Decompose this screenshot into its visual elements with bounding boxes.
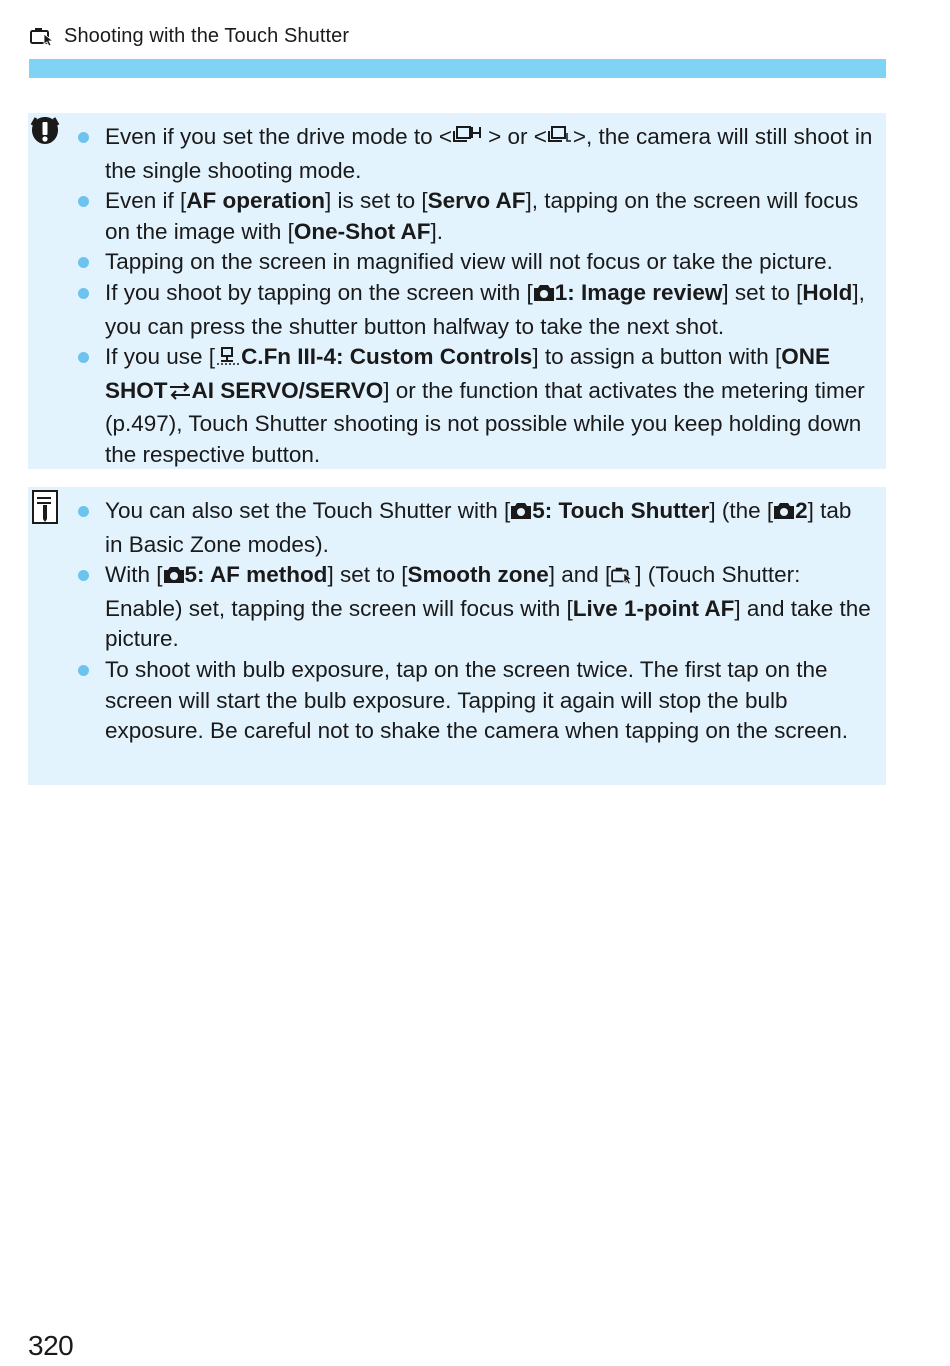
bold-term: 2 [795, 498, 808, 523]
bold-term: AF operation [186, 188, 326, 214]
text-run: If you shoot by tapping on the screen with [ [105, 279, 533, 305]
bullet-icon [78, 506, 89, 517]
text-run: Even if [ [105, 188, 187, 214]
text-run: With [ [105, 562, 163, 588]
bold-term: Live 1-point AF [572, 595, 735, 621]
camera-icon [163, 563, 185, 594]
bullet-icon [78, 257, 89, 268]
list-item [28, 122, 875, 186]
text-run: ] or the function that activates the metering timer (p.497), Touch Shutter shooting is not possible while you keep holding down the respective button. [105, 377, 865, 467]
touch-shutter-icon [611, 563, 635, 594]
text-run: ] set to [ [327, 562, 408, 588]
text-run: If you use [ [105, 344, 216, 370]
list-item [28, 496, 875, 560]
text-run: ] to assign a button with [ [532, 344, 782, 370]
bold-term: ONE SHOT [105, 344, 830, 403]
text-run: You can also set the Touch Shutter with [ [105, 498, 511, 523]
text-run: ], you can press the shutter button halfway to take the next shot. [105, 279, 865, 339]
text-run: ]. [430, 218, 444, 244]
text-run: ] set to [ [722, 279, 803, 305]
text-run: ] (the [ [709, 498, 774, 523]
list-item [28, 342, 875, 470]
bold-term: Smooth zone [407, 562, 549, 588]
bullet-icon [78, 132, 89, 143]
note-box [28, 487, 886, 785]
text-run: ] (Touch Shutter: Enable) set, tapping the screen will focus with [ [105, 562, 801, 621]
bold-term: Servo AF [427, 188, 526, 214]
header-bar [29, 59, 886, 78]
list-item [28, 560, 875, 655]
header-title: Shooting with the Touch Shutter [64, 24, 350, 47]
text-run: ] and take the picture. [105, 595, 871, 652]
bullet-icon [78, 196, 89, 207]
bullet-icon [78, 570, 89, 581]
text-run: To shoot with bulb exposure, tap on the screen twice. The first tap on the screen will start the bulb exposure. Tapping it again will stop the bulb exposure. Be careful not to shake the camera when tapping on the screen. [105, 656, 848, 744]
camera-icon [773, 499, 795, 530]
text-run: >, the camera will still shoot in the single shooting mode. [105, 124, 873, 183]
text-run: Tapping on the screen in magnified view will not focus or take the picture. [105, 249, 833, 275]
text-run: > or < [488, 124, 547, 149]
caution-list [28, 122, 875, 471]
bold-term: AI SERVO/SERVO [191, 377, 384, 403]
text-run: ] and [ [548, 562, 612, 588]
continuous-high-icon [452, 125, 488, 156]
custom-function-icon [215, 345, 241, 376]
bullet-icon [78, 665, 89, 676]
list-item [28, 247, 875, 278]
text-run: Even if you set the drive mode to < [105, 124, 453, 149]
note-list [28, 496, 875, 747]
camera-icon [533, 281, 555, 312]
bold-term: 5: AF method [184, 562, 328, 588]
bold-term: Hold [802, 279, 853, 305]
bold-term: 5: Touch Shutter [532, 498, 710, 523]
text-run: ] tab in Basic Zone modes). [105, 498, 852, 557]
text-run: ] is set to [ [325, 188, 428, 214]
list-item [28, 186, 875, 247]
swap-arrows-icon [168, 379, 192, 410]
bullet-icon [78, 288, 89, 299]
continuous-low-icon [547, 125, 573, 156]
bold-term: One-Shot AF [293, 218, 431, 244]
bold-term: 1: Image review [554, 279, 723, 305]
caution-box [28, 113, 886, 469]
text-run: ], tapping on the screen will focus on the image with [ [105, 188, 859, 244]
list-item [28, 278, 875, 342]
touch-shutter-icon [30, 25, 56, 47]
page-number: 320 [28, 1330, 74, 1361]
list-item [28, 655, 875, 747]
page-header [30, 22, 349, 50]
camera-icon [510, 499, 532, 530]
bullet-icon [78, 352, 89, 363]
bold-term: C.Fn III-4: Custom Controls [241, 344, 533, 370]
